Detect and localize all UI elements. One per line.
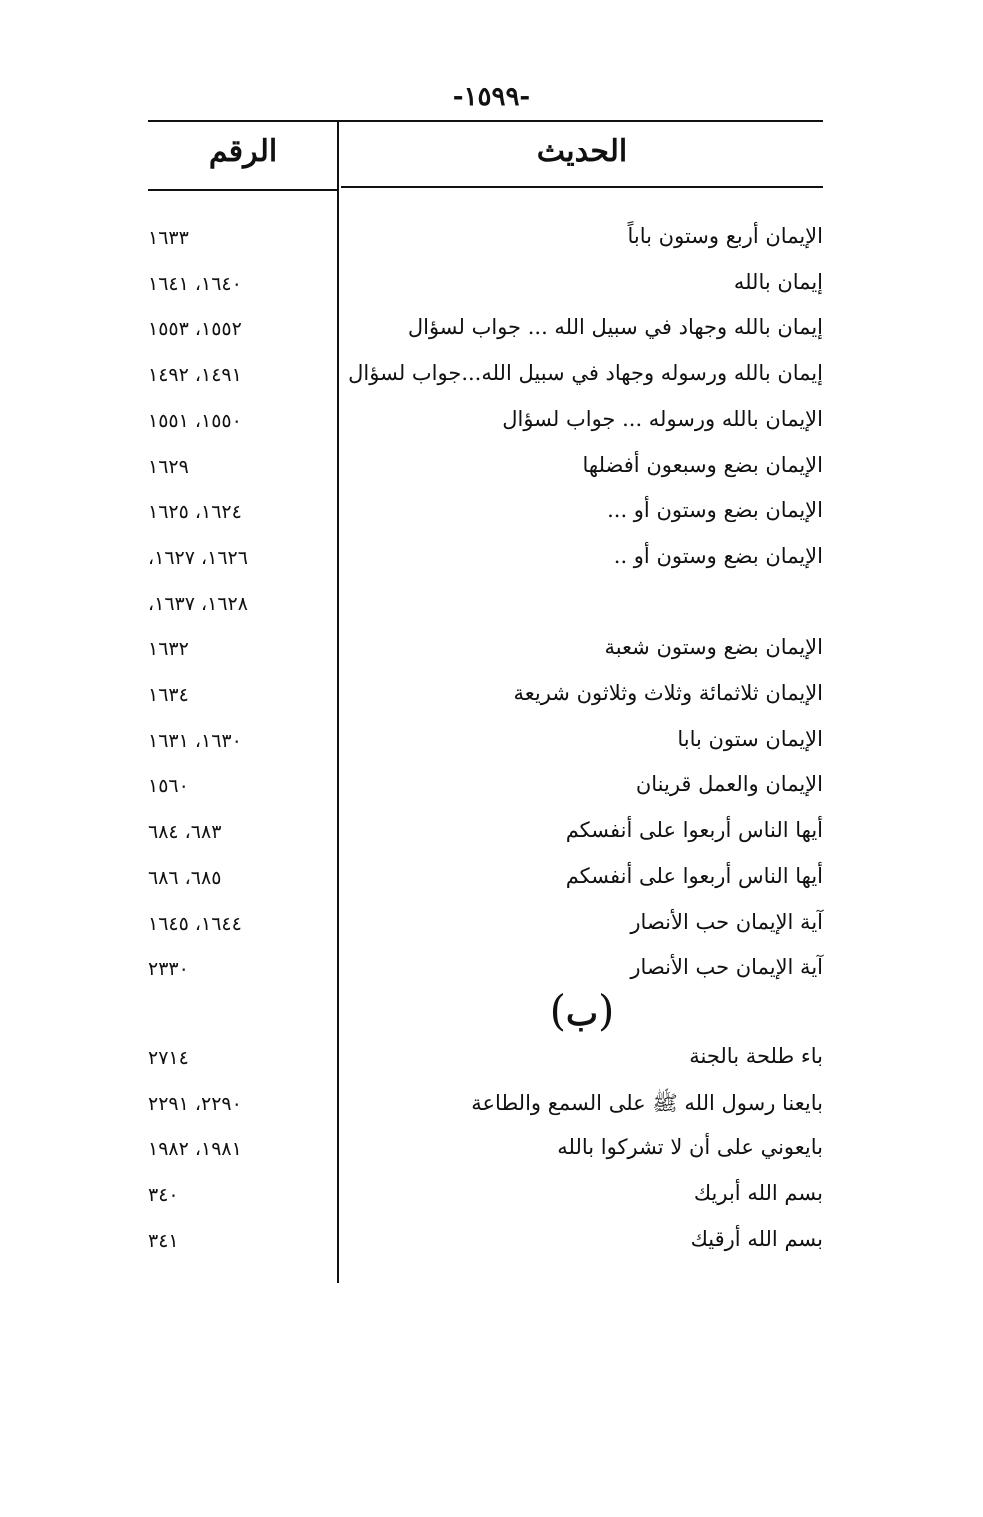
index-entry-row: [148, 584, 823, 630]
section-letter: ب: [565, 994, 598, 1034]
header-rule-hadith-column: [341, 186, 823, 188]
hadith-text: الإيمان أربع وستون باباً: [627, 224, 823, 248]
hadith-numbers: ١٥٥٢، ١٥٥٣: [148, 318, 242, 341]
hadith-text: إيمان بالله: [733, 269, 823, 294]
hadith-text: الإيمان بضع وستون أو ..: [613, 543, 823, 568]
index-entry-row: [148, 218, 823, 264]
index-entry-row: [148, 447, 823, 493]
header-rule-number-column: [148, 189, 338, 191]
index-entry-row: [148, 675, 823, 721]
index-entry-row: [148, 1038, 823, 1084]
index-entry-row: [148, 766, 823, 812]
index-entry-row: [148, 1084, 823, 1130]
index-entry-row: [148, 858, 823, 904]
hadith-text: الإيمان والعمل قرينان: [635, 772, 823, 797]
hadith-text: إيمان بالله وجهاد في سبيل الله ... جواب لسؤال: [407, 315, 823, 340]
hadith-numbers: ٦٨٥، ٦٨٦: [148, 866, 222, 889]
hadith-numbers: ٣٤٠: [148, 1184, 179, 1207]
hadith-numbers: ٢٢٩٠، ٢٢٩١: [148, 1092, 242, 1115]
hadith-numbers: ١٦٤٠، ١٦٤١: [148, 272, 242, 295]
hadith-text: الإيمان ثلاثمائة وثلاث وثلاثون شريعة: [513, 681, 823, 705]
index-entry-row: [148, 309, 823, 355]
hadith-numbers: ٣٤١: [148, 1229, 179, 1252]
hadith-text: الإيمان بالله ورسوله ... جواب لسؤال: [502, 406, 823, 431]
hadith-text: إيمان بالله ورسوله وجهاد في سبيل الله...جواب لسؤال: [348, 361, 823, 386]
hadith-text: باء طلحة بالجنة: [689, 1044, 823, 1068]
section-paren-close: ): [549, 986, 566, 1035]
hadith-numbers: ٢٣٣٠: [148, 958, 189, 981]
index-entry-row: [148, 492, 823, 538]
hadith-text: الإيمان بضع وستون أو ...: [607, 498, 823, 523]
hadith-text: الإيمان بضع وسبعون أفضلها: [582, 452, 823, 477]
column-header-hadith: الحديث: [536, 134, 628, 169]
hadith-numbers: ١٦٢٩: [148, 455, 189, 478]
hadith-numbers: ١٦٣٢: [148, 638, 189, 661]
index-entry-row: [148, 812, 823, 858]
hadith-text: بايعنا رسول الله ﷺ على السمع والطاعة: [471, 1090, 823, 1115]
hadith-text: الإيمان بضع وستون شعبة: [604, 635, 823, 660]
hadith-numbers: ١٥٥٠، ١٥٥١: [148, 409, 242, 432]
hadith-numbers: ١٦٢٨، ١٦٣٧،: [148, 592, 248, 615]
hadith-numbers: ١٦٢٤، ١٦٢٥: [148, 501, 242, 524]
page-number: -١٥٩٩-: [452, 82, 531, 112]
hadith-text: الإيمان ستون بابا: [677, 726, 823, 751]
index-entry-row: [148, 1175, 823, 1221]
hadith-numbers: ١٤٩١، ١٤٩٢: [148, 364, 242, 387]
hadith-text: آية الإيمان حب الأنصار: [630, 955, 823, 980]
index-entry-row: [148, 538, 823, 584]
hadith-numbers: ١٦٢٦، ١٦٢٧،: [148, 546, 248, 569]
hadith-numbers: ١٦٣٣: [148, 227, 189, 249]
hadith-text: آية الإيمان حب الأنصار: [630, 909, 823, 934]
index-entry-row: [148, 629, 823, 675]
section-paren-open: (: [598, 986, 615, 1035]
index-entry-row: [148, 721, 823, 767]
index-entry-row: [148, 1221, 823, 1267]
hadith-text: بسم الله أبريك: [693, 1181, 823, 1206]
hadith-numbers: ٢٧١٤: [148, 1047, 189, 1069]
hadith-text: أيها الناس أربعوا على أنفسكم: [565, 863, 823, 888]
section-heading-ba: [341, 986, 823, 1035]
hadith-numbers: ١٩٨١، ١٩٨٢: [148, 1138, 242, 1161]
hadith-numbers: ١٥٦٠: [148, 775, 189, 798]
index-entry-row: [148, 1129, 823, 1175]
table-top-rule: [148, 120, 823, 122]
index-entry-row: [148, 355, 823, 401]
index-entry-row: [148, 904, 823, 950]
hadith-text: بايعوني على أن لا تشركوا بالله: [557, 1135, 823, 1160]
hadith-numbers: ٦٨٣، ٦٨٤: [148, 821, 222, 844]
index-entry-row: [148, 264, 823, 310]
hadith-text: أيها الناس أربعوا على أنفسكم: [565, 818, 823, 843]
hadith-numbers: ١٦٣٤: [148, 684, 189, 706]
hadith-numbers: ١٦٣٠، ١٦٣١: [148, 729, 242, 752]
column-header-number: الرقم: [208, 134, 278, 169]
hadith-numbers: ١٦٤٤، ١٦٤٥: [148, 912, 242, 935]
index-entry-row: [148, 401, 823, 447]
hadith-text: بسم الله أرقيك: [690, 1226, 823, 1251]
